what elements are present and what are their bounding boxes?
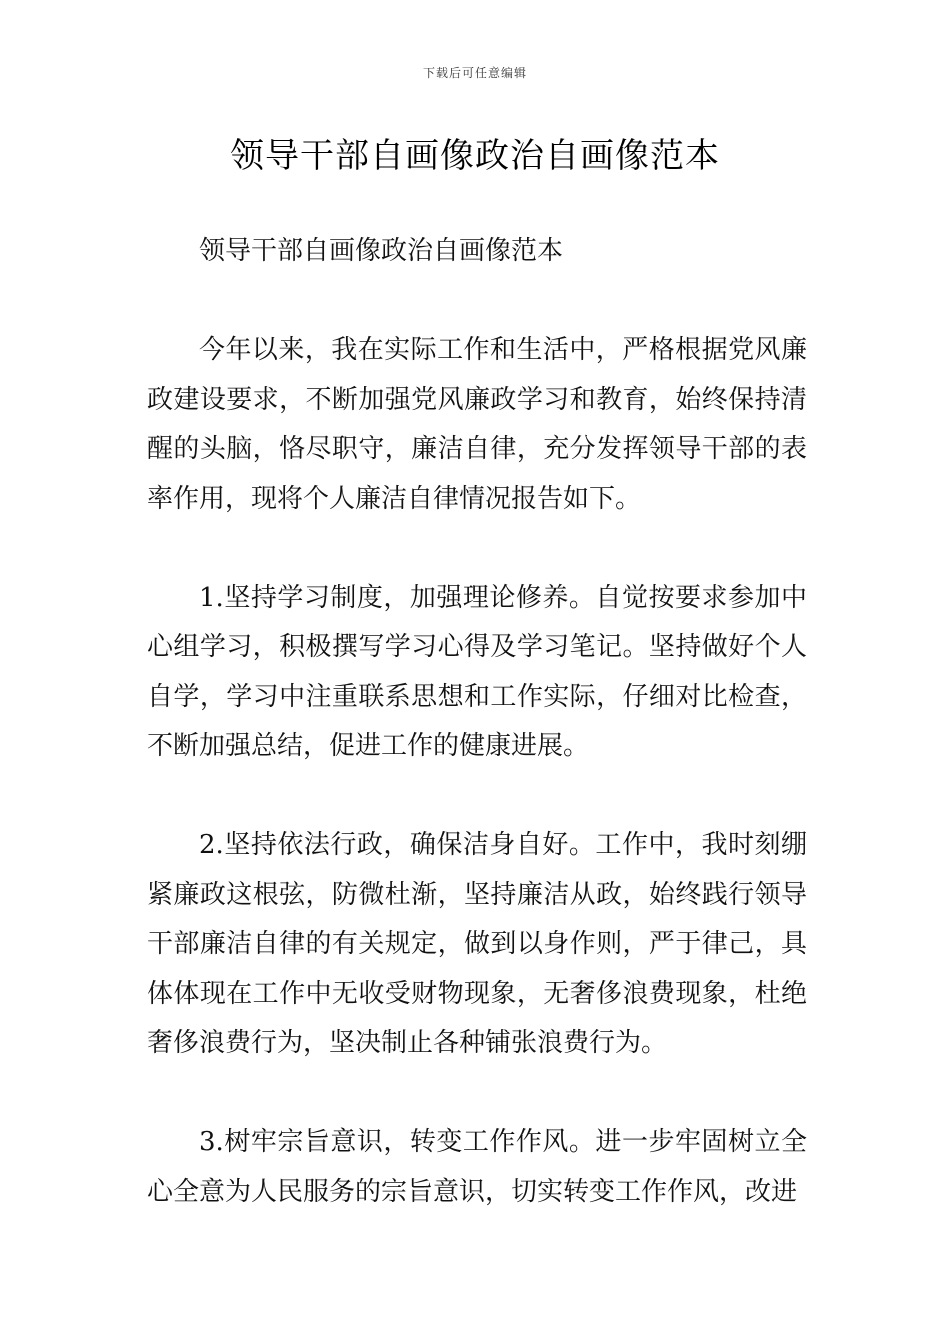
paragraph-item-2: 2.坚持依法行政，确保洁身自好。工作中，我时刻绷紧廉政这根弦，防微杜渐，坚持廉洁从政，始终践行领导干部廉洁自律的有关规定，做到以身作则，严于律己，具体体现在工作中无收受财物现象，无奢侈浪费现象，杜绝奢侈浪费行为，坚决制止各种铺张浪费行为。 [147, 830, 807, 1058]
paragraph-intro: 今年以来，我在实际工作和生活中，严格根据党风廉政建设要求，不断加强党风廉政学习和教育，始终保持清醒的头脑，恪尽职守，廉洁自律，充分发挥领导干部的表率作用，现将个人廉洁自律情况报告如下。 [147, 335, 807, 514]
paragraph-item-3: 3.树牢宗旨意识，转变工作作风。进一步牢固树立全心全意为人民服务的宗旨意识，切实转变工作作风，改进 [147, 1127, 807, 1207]
paragraph-item-1: 1.坚持学习制度，加强理论修养。自觉按要求参加中心组学习，积极撰写学习心得及学习笔记。坚持做好个人自学，学习中注重联系思想和工作实际，仔细对比检查，不断加强总结，促进工作的健康进展。 [147, 582, 807, 761]
document-body [147, 227, 807, 1267]
document-title: 领导干部自画像政治自画像范本 [230, 136, 720, 176]
page-header-note: 下载后可任意编辑 [422, 66, 527, 80]
paragraph-subtitle: 领导干部自画像政治自画像范本 [199, 236, 564, 266]
